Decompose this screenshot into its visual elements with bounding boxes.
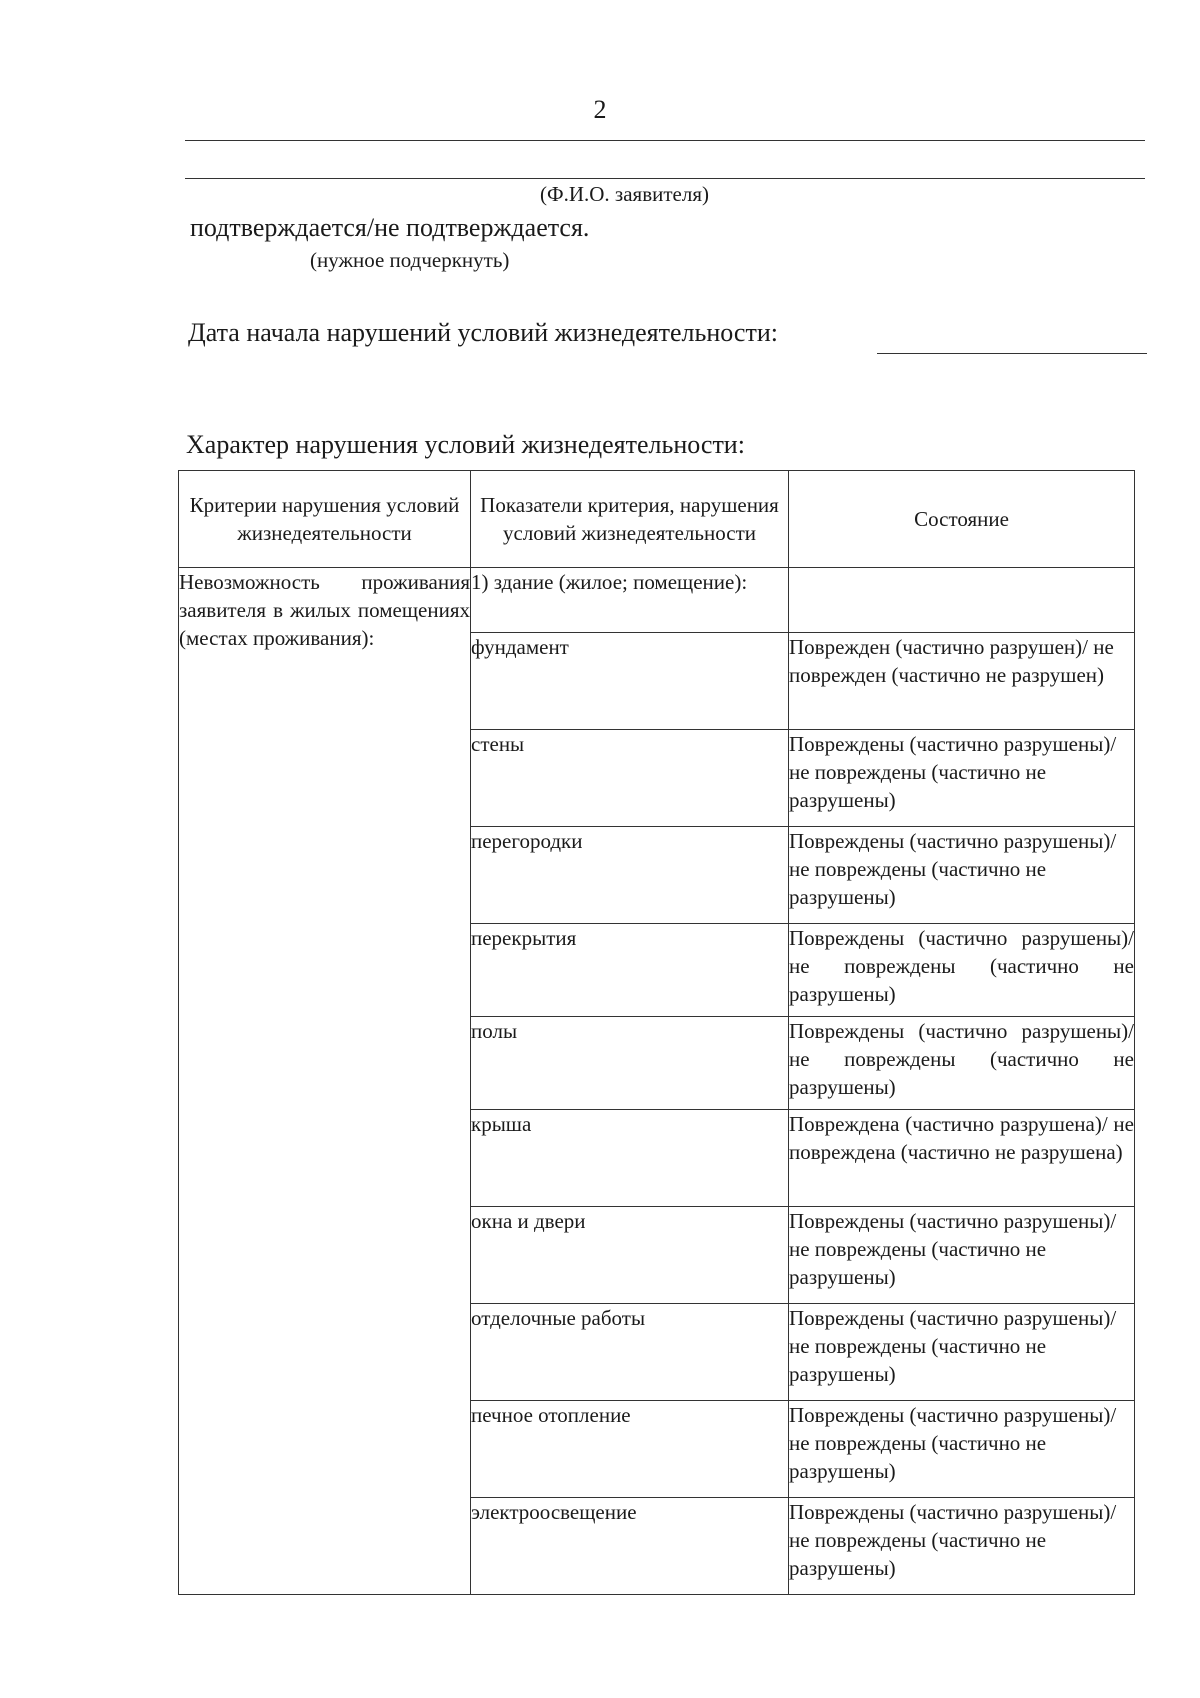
table-header-row [179,471,1135,568]
state-cell [789,568,1135,633]
state-cell: Повреждены (частично разрушены)/ не повреждены (частично не разрушены) [789,827,1135,924]
state-cell: Повреждены (частично разрушены)/ не повреждены (частично не разрушены) [789,1017,1135,1110]
state-cell: Повреждены (частично разрушены)/ не повреждены (частично не разрушены) [789,924,1135,1017]
state-cell: Повреждена (частично разрушена)/ не повреждена (частично не разрушена) [789,1110,1135,1207]
underline-caption: (нужное подчеркнуть) [310,248,510,272]
criterion-cell: Невозможность проживания заявителя в жилых помещениях (местах проживания): [179,568,471,1595]
indicator-cell: перекрытия [471,924,789,1017]
violation-table [178,470,1135,1595]
applicant-blank-line-1[interactable] [185,140,1145,141]
section-title: Характер нарушения условий жизнедеятельности: [186,430,745,459]
indicator-cell: отделочные работы [471,1304,789,1401]
confirmation-text: подтверждается/не подтверждается. [190,213,590,242]
indicator-cell: полы [471,1017,789,1110]
state-cell: Повреждены (частично разрушены)/ не повреждены (частично не разрушены) [789,730,1135,827]
indicator-cell: крыша [471,1110,789,1207]
start-date-label: Дата начала нарушений условий жизнедеятельности: [188,318,778,347]
header-state: Состояние [789,471,1135,568]
state-cell: Поврежден (частично разрушен)/ не поврежден (частично не разрушен) [789,633,1135,730]
state-cell: Повреждены (частично разрушены)/ не повреждены (частично не разрушены) [789,1207,1135,1304]
state-cell: Повреждены (частично разрушены)/ не повреждены (частично не разрушены) [789,1498,1135,1595]
indicator-cell: 1) здание (жилое; помещение): [471,568,789,633]
indicator-cell: окна и двери [471,1207,789,1304]
table-row [179,568,1135,633]
header-criteria: Критерии нарушения условий жизнедеятельности [179,471,471,568]
applicant-caption: (Ф.И.О. заявителя) [540,182,709,206]
state-cell: Повреждены (частично разрушены)/ не повреждены (частично не разрушены) [789,1304,1135,1401]
page-number: 2 [593,95,607,124]
indicator-cell: печное отопление [471,1401,789,1498]
indicator-cell: электроосвещение [471,1498,789,1595]
state-cell: Повреждены (частично разрушены)/ не повреждены (частично не разрушены) [789,1401,1135,1498]
indicator-cell: фундамент [471,633,789,730]
start-date-blank-line[interactable] [877,353,1147,354]
indicator-cell: перегородки [471,827,789,924]
applicant-blank-line-2[interactable] [185,178,1145,179]
header-indicators: Показатели критерия, нарушения условий жизнедеятельности [471,471,789,568]
indicator-cell: стены [471,730,789,827]
